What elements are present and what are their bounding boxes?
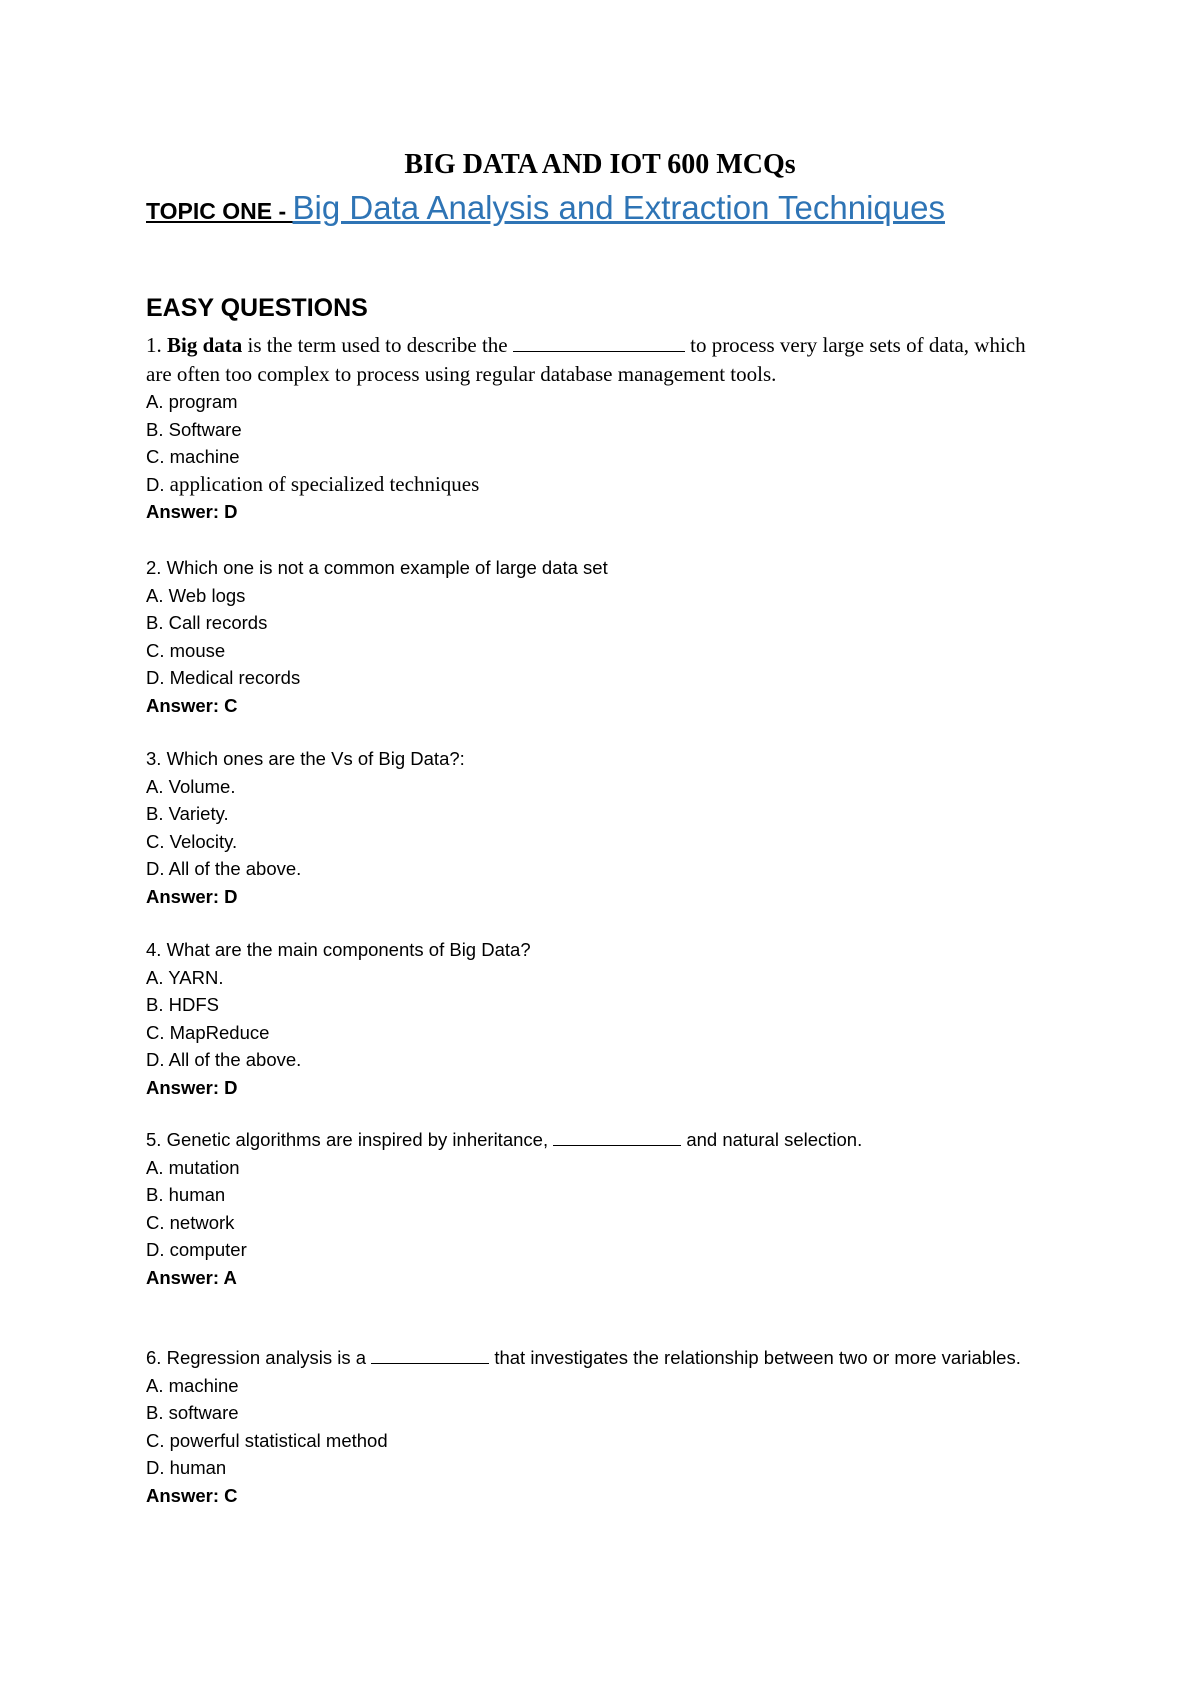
question-number: 4. bbox=[146, 939, 162, 960]
question-text-after: to process very large sets of data, which are often too complex to process using regular database management tools. bbox=[146, 333, 1026, 386]
question-text: 3. Which ones are the Vs of Big Data?: bbox=[146, 748, 465, 769]
question-text: 5. Genetic algorithms are inspired by inheritance, and natural selection. bbox=[146, 1126, 1046, 1154]
answer: Answer: C bbox=[146, 1484, 238, 1506]
answer-blank bbox=[513, 330, 685, 352]
question-number: 6. bbox=[146, 1347, 162, 1368]
question-text: 2. Which one is not a common example of large data set bbox=[146, 557, 608, 578]
answer: Answer: A bbox=[146, 1266, 237, 1288]
section-heading: EASY QUESTIONS bbox=[146, 294, 368, 322]
option-b: B. Variety. bbox=[146, 803, 229, 824]
question-text: 4. What are the main components of Big Data? bbox=[146, 939, 531, 960]
option-c: C. network bbox=[146, 1211, 235, 1233]
answer: Answer: D bbox=[146, 885, 238, 907]
answer: Answer: D bbox=[146, 1076, 238, 1098]
answer-blank bbox=[553, 1127, 681, 1147]
option-d: D. Medical records bbox=[146, 667, 301, 688]
option-b: B. software bbox=[146, 1402, 239, 1423]
option-a: A. program bbox=[146, 391, 238, 412]
question-2 bbox=[146, 554, 1046, 719]
option-c: C. Velocity. bbox=[146, 830, 238, 852]
option-a: A. YARN. bbox=[146, 966, 224, 988]
option-d: D. computer bbox=[146, 1239, 247, 1260]
option-a: A. Volume. bbox=[146, 775, 236, 797]
question-number: 1. bbox=[146, 333, 162, 357]
question-keyword: Big data bbox=[167, 333, 243, 357]
topic-label: TOPIC ONE - bbox=[146, 198, 293, 224]
option-b: B. Call records bbox=[146, 612, 268, 633]
question-number: 5. bbox=[146, 1129, 162, 1150]
question-text bbox=[146, 330, 1046, 388]
option-b: B. HDFS bbox=[146, 994, 219, 1015]
question-text: 6. Regression analysis is a that investigates the relationship between two or more variables. bbox=[146, 1344, 1046, 1372]
option-a: A. machine bbox=[146, 1374, 239, 1396]
answer: Answer: D bbox=[146, 501, 238, 522]
option-c: C. powerful statistical method bbox=[146, 1429, 388, 1451]
question-3 bbox=[146, 745, 1046, 910]
question-text-before: is the term used to describe the bbox=[247, 333, 508, 357]
option-a: A. Web logs bbox=[146, 584, 246, 606]
question-4 bbox=[146, 936, 1046, 1101]
option-d: D. human bbox=[146, 1457, 227, 1478]
option-c: C. mouse bbox=[146, 639, 226, 661]
option-b: B. Software bbox=[146, 418, 242, 440]
answer-blank bbox=[371, 1345, 489, 1365]
topic-title: Big Data Analysis and Extraction Techniques bbox=[292, 189, 945, 226]
option-d: D. All of the above. bbox=[146, 858, 302, 879]
question-6 bbox=[146, 1344, 1046, 1509]
question-number: 3. bbox=[146, 748, 162, 769]
question-5 bbox=[146, 1126, 1046, 1291]
topic-heading bbox=[146, 186, 1146, 237]
option-c: C. machine bbox=[146, 446, 240, 467]
answer: Answer: C bbox=[146, 694, 238, 716]
document-title: BIG DATA AND IOT 600 MCQs bbox=[404, 149, 796, 180]
option-c: C. MapReduce bbox=[146, 1021, 270, 1043]
option-d: D. application of specialized techniques bbox=[146, 471, 480, 496]
option-d: D. All of the above. bbox=[146, 1049, 302, 1070]
question-number: 2. bbox=[146, 557, 162, 578]
option-b: B. human bbox=[146, 1184, 226, 1205]
question-1 bbox=[146, 330, 1046, 526]
option-a: A. mutation bbox=[146, 1156, 240, 1178]
